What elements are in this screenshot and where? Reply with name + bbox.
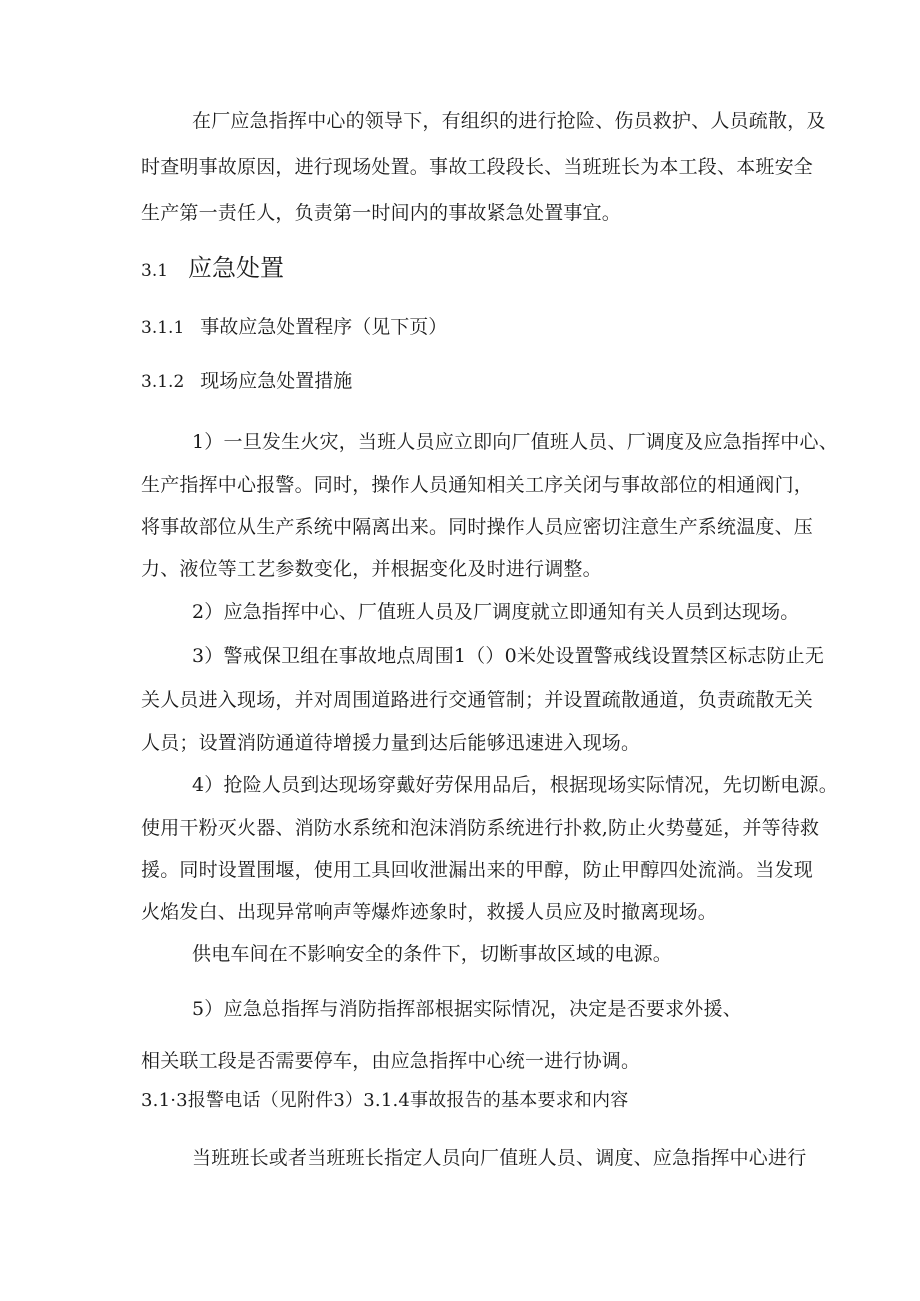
section-title: 应急处置 xyxy=(188,254,285,282)
section-title: 事故应急处置程序（见下页） xyxy=(200,316,448,338)
section-3-1-3-line: 3.1·3报警电话（见附件3）3.1.4事故报告的基本要求和内容 xyxy=(141,1090,629,1111)
item3-line-2: 关人员进入现场，并对周围道路进行交通管制；并设置疏散通道，负责疏散无关 xyxy=(141,689,814,711)
section-number: 3.1.1 xyxy=(141,318,185,338)
power-note: 供电车间在不影响安全的条件下，切断事故区域的电源。 xyxy=(192,943,673,965)
item5-line-2: 相关联工段是否需要停车，由应急指挥中心统一进行协调。 xyxy=(141,1050,641,1072)
item1-line-1: 1）一旦发生火灾，当班人员应立即向厂值班人员、厂调度及应急指挥中心、 xyxy=(192,431,838,453)
item4-line-1: 4）抢险人员到达现场穿戴好劳保用品后，根据现场实际情况，先切断电源。 xyxy=(192,774,838,796)
section-heading-3-1 xyxy=(141,253,284,286)
section-heading-3-1-1 xyxy=(141,315,447,340)
item3-line-1: 3）警戒保卫组在事故地点周围1（）0米处设置警戒线设置禁区标志防止无 xyxy=(192,645,825,667)
item3-line-3: 人员；设置消防通道待增援力量到达后能够迅速进入现场。 xyxy=(141,732,641,754)
paragraph1-line-3: 生产第一责任人，负责第一时间内的事故紧急处置事宜。 xyxy=(141,202,622,224)
item2-line-1: 2）应急指挥中心、厂值班人员及厂调度就立即通知有关人员到达现场。 xyxy=(192,601,800,623)
item5-line-1: 5）应急总指挥与消防指挥部根据实际情况，决定是否要求外援、 xyxy=(192,998,742,1020)
item4-line-3: 援。同时设置围堰，使用工具回收泄漏出来的甲醇，防止甲醇四处流淌。当发现 xyxy=(141,859,814,881)
item1-line-4: 力、液位等工艺参数变化，并根据变化及时进行调整。 xyxy=(141,558,602,580)
report-paragraph-line-1: 当班班长或者当班班长指定人员向厂值班人员、调度、应急指挥中心进行 xyxy=(192,1147,807,1169)
item1-line-3: 将事故部位从生产系统中隔离出来。同时操作人员应密切注意生产系统温度、压 xyxy=(141,516,814,538)
section-number: 3.1 xyxy=(141,261,169,281)
item1-line-2: 生产指挥中心报警。同时，操作人员通知相关工序关闭与事故部位的相通阀门， xyxy=(141,474,814,496)
item4-line-4: 火焰发白、出现异常响声等爆炸迹象时，救援人员应及时撤离现场。 xyxy=(141,901,718,923)
section-title: 现场应急处置措施 xyxy=(200,370,353,392)
item4-line-2: 使用干粉灭火器、消防水系统和泡沫消防系统进行扑救,防止火势蔓延，并等待救 xyxy=(141,817,820,839)
paragraph1-line-1: 在厂应急指挥中心的领导下，有组织的进行抢险、伤员救护、人员疏散，及 xyxy=(192,110,826,132)
section-number: 3.1.2 xyxy=(141,372,185,392)
paragraph1-line-2: 时查明事故原因，进行现场处置。事故工段段长、当班班长为本工段、本班安全 xyxy=(141,156,814,178)
section-heading-3-1-2 xyxy=(141,369,352,394)
